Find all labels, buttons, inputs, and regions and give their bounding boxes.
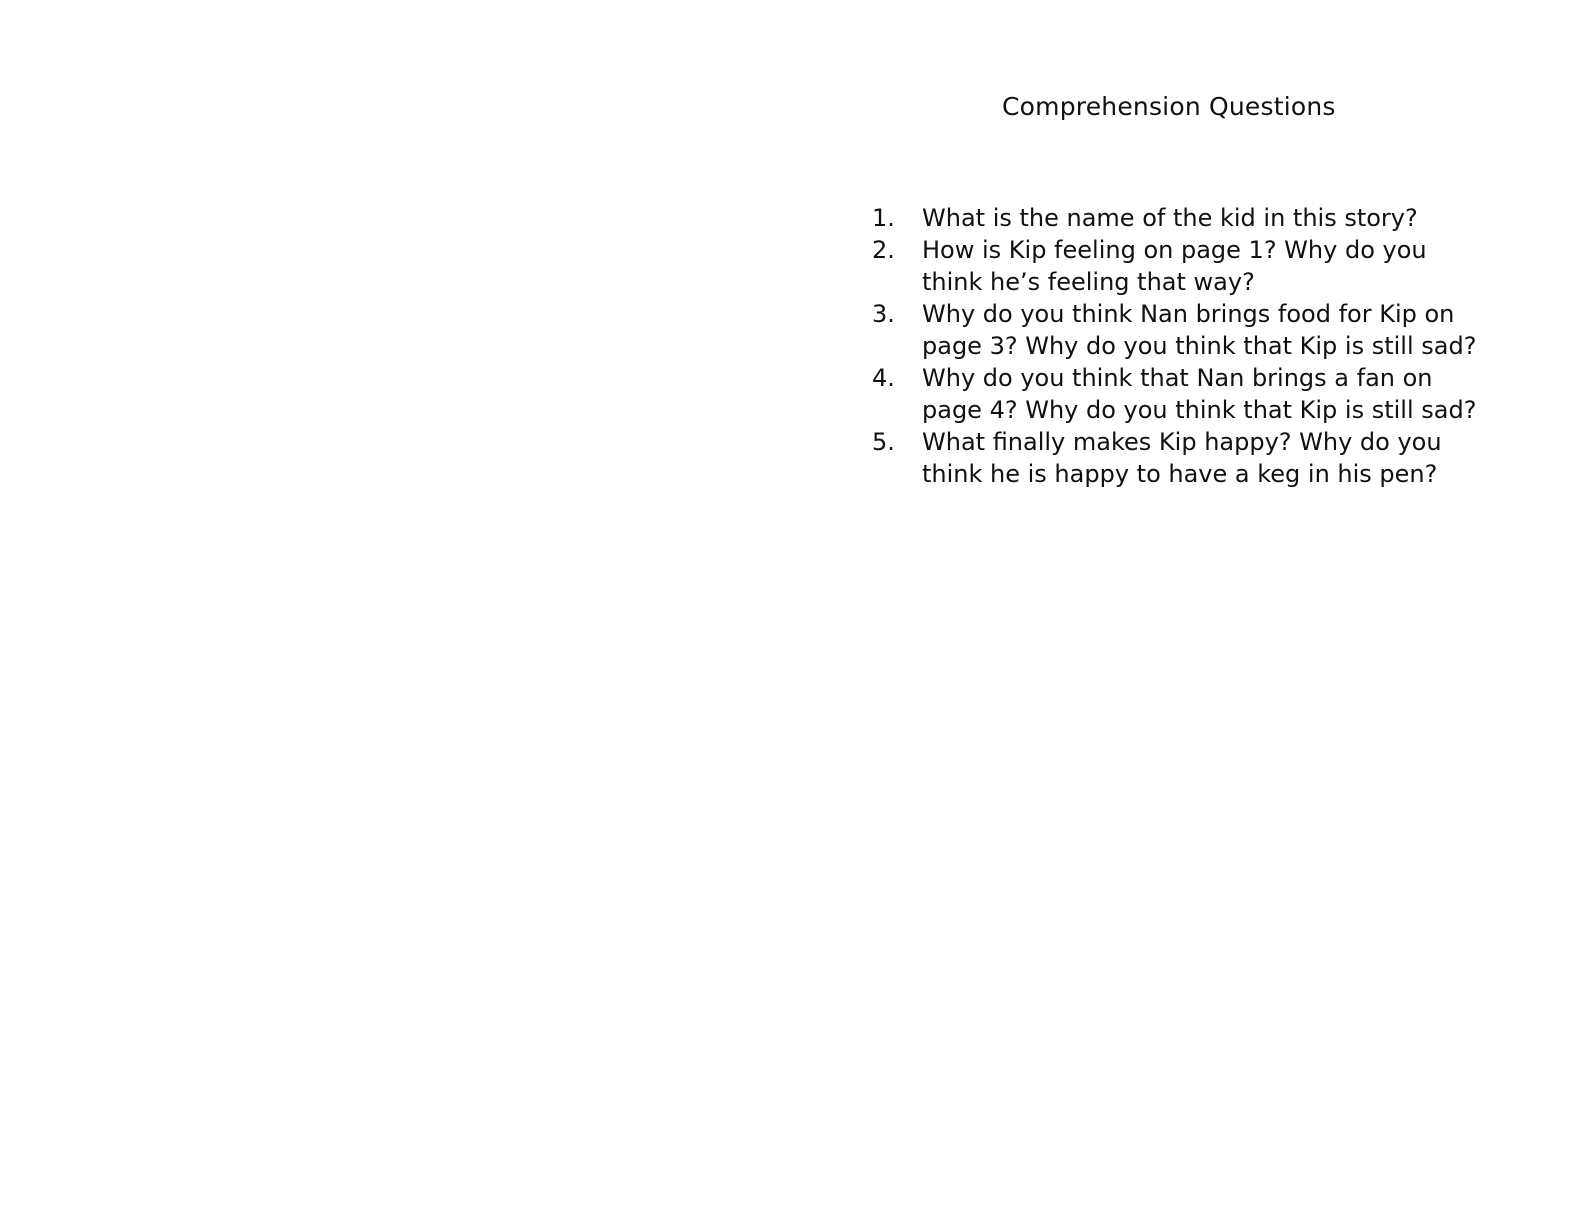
- right-page: [792, 0, 1584, 1224]
- question-text: How is Kip feeling on page 1? Why do you think he’s feeling that way?: [922, 236, 1427, 296]
- question-item-2: [872, 234, 1492, 298]
- question-item-4: [872, 362, 1492, 426]
- question-text: What finally makes Kip happy? Why do you think he is happy to have a keg in his pen?: [922, 428, 1442, 488]
- question-number: 2.: [872, 236, 895, 264]
- question-list: [872, 202, 1492, 490]
- question-text: Why do you think that Nan brings a fan on page 4? Why do you think that Kip is still sad?: [922, 364, 1477, 424]
- question-item-5: [872, 426, 1492, 490]
- question-item-1: [872, 202, 1492, 234]
- question-number: 4.: [872, 364, 895, 392]
- question-number: 3.: [872, 300, 895, 328]
- question-number: 5.: [872, 428, 895, 456]
- question-number: 1.: [872, 204, 895, 232]
- question-item-3: [872, 298, 1492, 362]
- question-text: What is the name of the kid in this story?: [922, 204, 1418, 232]
- page-title: Comprehension Questions: [1002, 92, 1336, 121]
- question-text: Why do you think Nan brings food for Kip on page 3? Why do you think that Kip is still sad?: [922, 300, 1477, 360]
